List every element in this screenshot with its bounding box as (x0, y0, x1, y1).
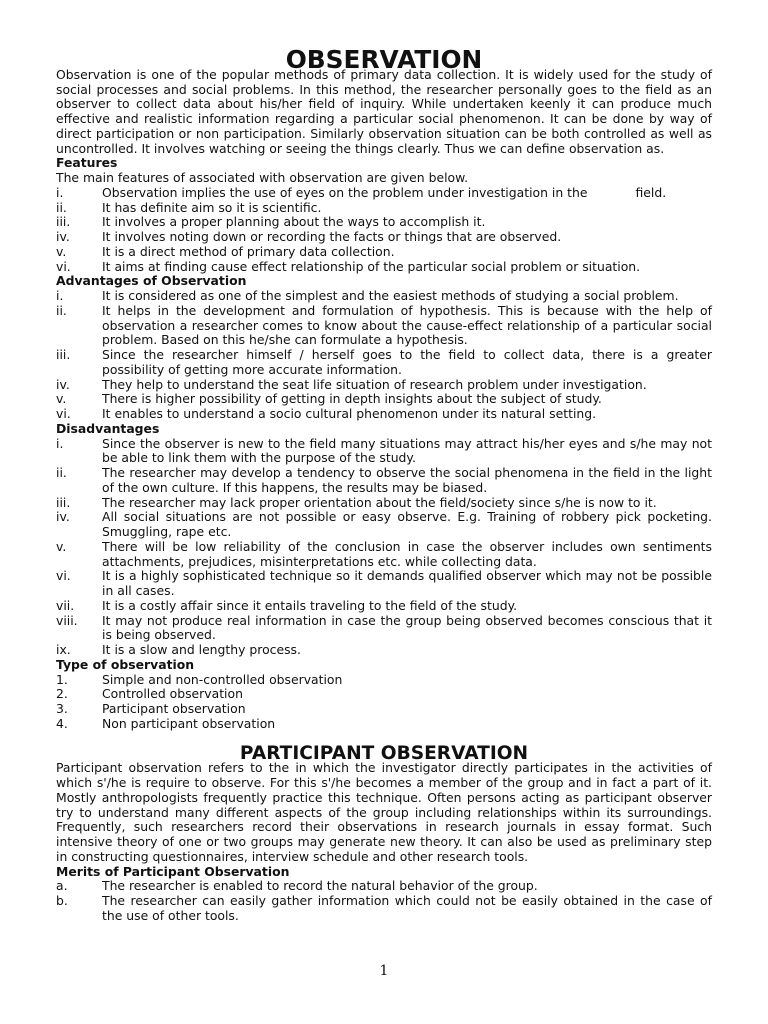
list-item-number: i. (56, 435, 64, 451)
list-item (56, 304, 712, 348)
list-item (56, 879, 712, 894)
list-item-text: It is a slow and lengthy process. (102, 642, 301, 657)
participant-paragraph: Participant observation refers to the in which the investigator directly participates in the activities of which s'/he is require to observe. For this s'/he becomes a member of the group and in fact a part of it. Mostly anthropologists frequently practice this technique. Often persons acting as participant observer try to understand many different aspects of the group including relationships within its surroundings. Frequently, such researchers record their observations in research journals in essay format. Such intensive theory of one or two groups may generate new theory. It can also be used as preliminary step in constructing questionnaires, interview schedule and other research tools. (56, 760, 712, 864)
list-item-text: Participant observation (102, 701, 246, 716)
list-item-text (102, 186, 712, 201)
list-item (56, 687, 712, 702)
list-item (56, 186, 712, 201)
list-item-number: iii. (56, 214, 71, 230)
features-heading: Features (56, 155, 118, 171)
page-number: 1 (379, 963, 389, 979)
list-item-text: Controlled observation (102, 686, 243, 702)
list-item-text: All social situations are not possible or easy observe. E.g. Training of robbery pick pocketing. Smuggling, rape etc. (102, 509, 712, 539)
types-heading: Type of observation (56, 656, 195, 672)
list-item-number: ii. (56, 465, 67, 480)
list-item-text: It is a costly affair since it entails traveling to the field of the study. (102, 597, 518, 613)
list-item-number: 3. (56, 701, 68, 716)
list-item (56, 201, 712, 216)
list-item-text: It is considered as one of the simplest and the easiest methods of studying a social problem. (102, 288, 679, 303)
list-item-text-part: field. (635, 184, 667, 200)
list-item-text: It involves noting down or recording the facts or things that are observed. (102, 229, 562, 244)
list-item (56, 496, 712, 511)
list-item-number: b. (56, 893, 68, 908)
list-item (56, 215, 712, 230)
list-item-text: It is a direct method of primary data collection. (102, 243, 395, 259)
types-list (56, 673, 712, 732)
list-item (56, 614, 712, 644)
features-list (56, 186, 712, 275)
list-item (56, 702, 712, 717)
list-item-number: vi. (56, 568, 71, 584)
list-item (56, 378, 712, 393)
list-item (56, 717, 712, 732)
disadvantages-heading: Disadvantages (56, 420, 160, 436)
list-item-number: viii. (56, 612, 78, 628)
list-item-text: Non participant observation (102, 715, 276, 731)
list-item (56, 569, 712, 599)
list-item-text: They help to understand the seat life situation of research problem under investigation. (102, 376, 647, 392)
list-item (56, 894, 712, 924)
list-item-text: Since the observer is new to the field many situations may attract his/her eyes and s/he may not be able to link them with the purpose of the study. (102, 435, 712, 466)
list-item-number: iii. (56, 347, 71, 362)
page-title: OBSERVATION (285, 45, 483, 74)
list-item-text: It helps in the development and formulation of hypothesis. This is because with the help of observation a researcher comes to know about the cause-effect relationship of a particular social problem. Based on this he/she can formulate a hypothesis. (102, 302, 712, 348)
list-item (56, 230, 712, 245)
list-item-text: Since the researcher himself / herself goes to the field to collect data, there is a greater possibility of getting more accurate information. (102, 347, 712, 377)
list-item-number: v. (56, 391, 67, 407)
list-item-text: There is higher possibility of getting in depth insights about the subject of study. (102, 391, 602, 407)
list-item-number: ii. (56, 302, 67, 318)
list-item (56, 392, 712, 407)
list-item-number: 1. (56, 671, 68, 687)
list-item-number: vi. (56, 406, 71, 421)
list-item-number: ii. (56, 199, 67, 215)
list-item (56, 407, 712, 422)
list-item (56, 245, 712, 260)
list-item (56, 673, 712, 688)
list-item-text: The researcher may lack proper orientation about the field/society since s/he is now to it. (102, 494, 657, 510)
list-item-text: There will be low reliability of the conclusion in case the observer includes own sentiments attachments, prejudices, misinterpretations etc. while collecting data. (102, 538, 712, 569)
list-item-text: The researcher may develop a tendency to observe the social phenomena in the field in the light of the own culture. If this happens, the results may be biased. (102, 465, 712, 495)
document-page (56, 45, 712, 924)
list-item-number: vi. (56, 258, 71, 274)
list-item-number: v. (56, 538, 67, 554)
list-item-text: It is a highly sophisticated technique so it demands qualified observer which may not be possible in all cases. (102, 568, 712, 598)
merits-list (56, 879, 712, 923)
features-intro: The main features of associated with observation are given below. (56, 170, 469, 185)
list-item-text-part: Observation implies the use of eyes on the problem under investigation in the (102, 184, 588, 200)
list-item-text: The researcher can easily gather information which could not be easily obtained in the case of the use of other tools. (102, 893, 712, 923)
list-item (56, 510, 712, 540)
intro-paragraph: Observation is one of the popular methods of primary data collection. It is widely used for the study of social processes and social problems. In this method, the researcher personally goes to the field as an observer to collect data about his/her field of inquiry. While undertaken keenly it can produce much effective and realistic information regarding a particular social phenomenon. It can be done by way of direct participation or non participation. Similarly observation situation can be both controlled as well as uncontrolled. It involves watching or seeing the things clearly. Thus we can define observation as. (56, 66, 712, 156)
list-item (56, 643, 712, 658)
list-item-number: 2. (56, 686, 68, 702)
list-item-text: It has definite aim so it is scientific. (102, 199, 322, 215)
list-item (56, 437, 712, 467)
list-item (56, 540, 712, 570)
list-item-number: 4. (56, 715, 68, 731)
list-item-number: vii. (56, 597, 75, 613)
list-item-text: It may not produce real information in case the group being observed becomes conscious that it is being observed. (102, 612, 712, 643)
list-item (56, 599, 712, 614)
list-item (56, 348, 712, 378)
list-item-text: Simple and non-controlled observation (102, 671, 343, 687)
list-item-number: iv. (56, 229, 70, 244)
list-item-number: i. (56, 184, 64, 200)
list-item-number: v. (56, 243, 67, 259)
participant-title: PARTICIPANT OBSERVATION (239, 742, 529, 764)
disadvantages-list (56, 437, 712, 658)
list-item-number: iii. (56, 494, 71, 510)
advantages-heading: Advantages of Observation (56, 273, 247, 289)
advantages-list (56, 289, 712, 422)
list-item-text: It involves a proper planning about the ways to accomplish it. (102, 214, 486, 230)
list-item-text: It enables to understand a socio cultural phenomenon under its natural setting. (102, 406, 597, 421)
list-item-number: a. (56, 878, 68, 894)
list-item-text: It aims at finding cause effect relationship of the particular social problem or situation. (102, 258, 641, 274)
list-item (56, 260, 712, 275)
list-item-number: ix. (56, 642, 71, 657)
list-item-number: iv. (56, 376, 70, 392)
list-item-number: i. (56, 288, 64, 303)
list-item (56, 289, 712, 304)
merits-heading: Merits of Participant Observation (56, 863, 290, 879)
list-item (56, 466, 712, 496)
list-item-text: The researcher is enabled to record the natural behavior of the group. (102, 878, 538, 894)
list-item-number: iv. (56, 509, 70, 525)
